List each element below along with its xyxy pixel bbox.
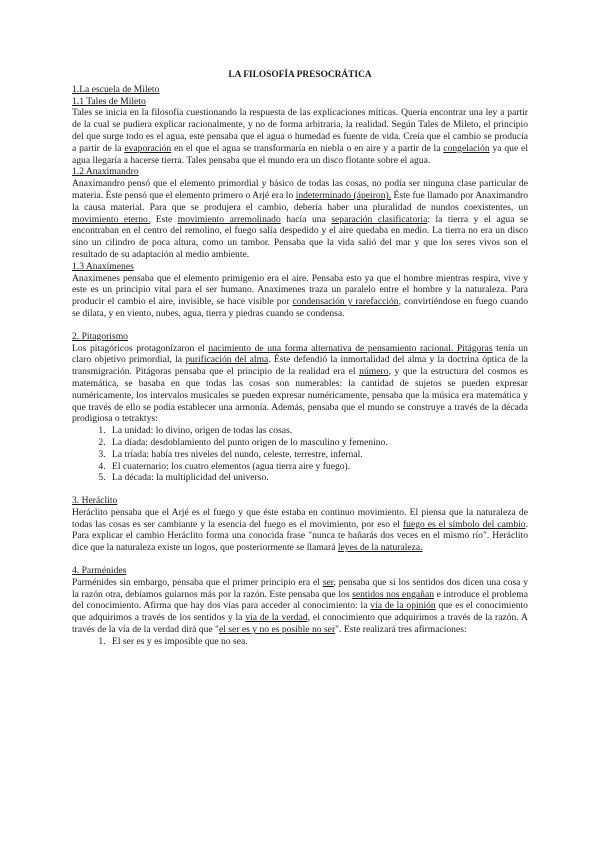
list-item: 4. El cuaternario: los cuatro elementos (agua tierra aire y fuego). xyxy=(108,461,528,473)
subheading-tales: 1.1 Tales de Mileto xyxy=(72,95,146,107)
subheading-anaximandro: 1.2 Anaximandro xyxy=(72,166,139,178)
list-item: 3. La tríada: había tres niveles del nundo, celeste, terrestre, infernal. xyxy=(108,449,528,461)
paragraph-heraclito: Heráclito pensaba que el Arjé es el fuego y que éste estaba en continuo movimiento. El piensa que la naturaleza de todas las cosas es ser cambiante y la esencia del fuego es el movimiento, por eso el fuego es el símbolo del cambio. Para explicar el cambio Heráclito forma una conocida frase "nunca te bañarás dos veces en el mismo río". Heráclito dice que la naturaleza existe un logos, que posteriormente se llamará leyes de la naturaleza. xyxy=(72,506,528,554)
list-item: 1. El ser es y es imposible que no sea. xyxy=(108,636,528,648)
affirmations-list xyxy=(72,636,528,648)
document-title: LA FILOSOFÍA PRESOCRÁTICA xyxy=(228,70,372,80)
list-item: 1. La unidad: lo divino, origen de todas las cosas. xyxy=(108,425,528,437)
paragraph-anaximandro: Anaximandro pensó que el elemento primordial y básico de todas las cosas, no podía ser ninguna clase particular de materia. Éste pensó que el elemento primero o Arjé era lo indeterminado (ápeiron). Éste fue llamado por Anaximandro la causa material. Para que se produjera el cambio, debería haber una pluralidad de nundos coexistentes, un movimiento eterno. Este movimiento arremolinado hacía una separación clasificatoria: la tierra y el agua se encontraban en el centro del remolino, el fuego salía despedido y el aire quedaba en medio. La tierra no era un disco sino un cilindro de poca altura, como un tambor. Pensaba que la vida salió del mar y que los seres vivos son el resultado de su adaptación al medio ambiente. xyxy=(72,178,528,260)
paragraph-anaximenes: Anaxímenes pensaba que el elemento primigenio era el aire. Pensaba esto ya que el hombre mientras respira, vive y este es un principio vital para el ser humano. Anaxímenes traza un paralelo entre el hombre y la naturaleza. Para producir el cambio el aire, invisible, se hace visible por condensación y rarefacción, convirtiéndose en fuego cuando se dilata, y en viento, nubes, agua, tierra y piedras cuando se condensa. xyxy=(72,272,528,319)
paragraph-tales: Tales se inicia en la filosofía cuestionando la respuesta de las explicaciones míticas. Quería encontrar una ley a partir de la cual se pudiera explicar racionalmente, y no de forma arbitraria, la realidad. Según Tales de Mileto, el principio del que surge todo es el agua, este pensaba que el agua o humedad es fuente de vida. Creía que el cambio se producía a partir de la evaporación en el que el agua se transformaría en niebla o en aire y a partir de la congelación ya que el agua llegaría a hacerse tierra. Tales pensaba que el mundo era un disco flotante sobre el agua. xyxy=(72,107,528,166)
section-heading-mileto: 1.La escuela de Mileto xyxy=(72,83,160,95)
tetraktys-list xyxy=(72,425,528,484)
document-page xyxy=(72,70,528,648)
list-item: 2. La díada: desdoblamiento del punto origen de lo masculino y femenino. xyxy=(108,437,528,449)
paragraph-pitagorismo: Los pitagóricos protagonizaron el nacimiento de una forma alternativa de pensamiento racional. Pitágoras tenía un claro objetivo primordial, la purificación del alma. Éste defendió la inmortalidad del alma y la doctrina óptica de la transmigración. Pitágoras pensaba que el principio de la realidad era el número, y que la estructura del cosmos es matemática, se basaba en que todas las cosas son numerables: la cantidad de sujetos se pueden expresar numéricamente, los intervalos musicales se pueden expresar numéricamente, pensaba que la música era matemática y que través de ello se podía establecer una armonía. Además, pensaba que el mundo se construye a través de la década prodigiosa o tetraktys: xyxy=(72,342,529,425)
list-item: 5. La década: la multiplicidad del universo. xyxy=(108,472,528,484)
paragraph-parmenides: Parménides sin embargo, pensaba que el primer principio era el ser, pensaba que si los sentidos dos dicen una cosa y la razón otra, debíamos guiarnos más por la razón. Este pensaba que los sentidos nos engañan e introduce el problema del conocimiento. Afirma que hay dos vías para acceder al conocimiento: la vía de la opinión que es el conocimiento que adquirimos a través de los sentidos y la vía de la verdad, el conocimiento que adquirimos a través de la razón. A través de la vía de la verdad dirá que "el ser es y no es posible no ser". Este realizará tres afirmaciones: xyxy=(72,576,528,636)
section-heading-pitagorismo: 2. Pitagorismo xyxy=(72,330,128,342)
subheading-anaximenes: 1.3 Anaxímenes xyxy=(72,260,134,272)
section-heading-heraclito: 3. Heráclito xyxy=(72,495,118,507)
section-heading-parmenides: 4. Parménides xyxy=(72,565,127,577)
